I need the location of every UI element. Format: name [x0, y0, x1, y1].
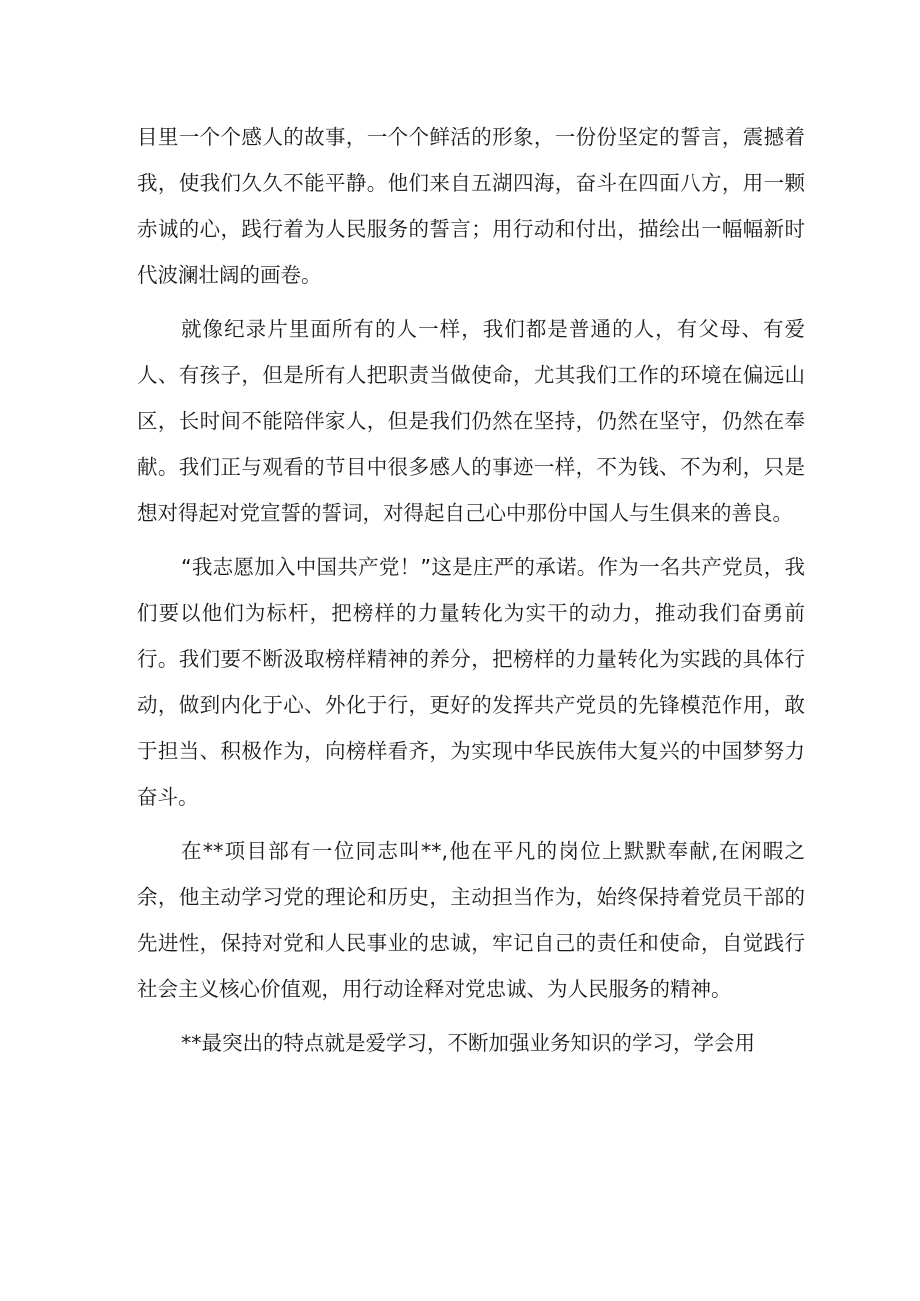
paragraph: 在**项目部有一位同志叫**,他在平凡的岗位上默默奉献,在闲暇之余，他主动学习党的理论和历史，主动担当作为，始终保持着党员干部的先进性，保持对党和人民事业的忠诚，牢记自己的责任和使命，自觉践行社会主义核心价值观，用行动诠释对党忠诚、为人民服务的精神。 [137, 839, 805, 1001]
paragraph: **最突出的特点就是爱学习，不断加强业务知识的学习，学会用 [181, 1031, 755, 1055]
paragraph-continuation: 目里一个个感人的故事，一个个鲜活的形象，一份份坚定的誓言，震撼着我，使我们久久不能平静。他们来自五湖四海，奋斗在四面八方，用一颗赤诚的心，践行着为人民服务的誓言；用行动和付出，描绘出一幅幅新时代波澜壮阔的画卷。 [137, 125, 805, 287]
paragraph: 就像纪录片里面所有的人一样，我们都是普通的人，有父母、有爱人、有孩子，但是所有人把职责当做使命，尤其我们工作的环境在偏远山区，长时间不能陪伴家人，但是我们仍然在坚持，仍然在坚守，仍然在奉献。我们正与观看的节目中很多感人的事迹一样，不为钱、不为利，只是想对得起对党宣誓的誓词，对得起自己心中那份中国人与生俱来的善良。 [137, 317, 805, 525]
paragraph: “我志愿加入中国共产党！”这是庄严的承诺。作为一名共产党员，我们要以他们为标杆，把榜样的力量转化为实干的动力，推动我们奋勇前行。我们要不断汲取榜样精神的养分，把榜样的力量转化为实践的具体行动，做到内化于心、外化于行，更好的发挥共产党员的先锋模范作用，敢于担当、积极作为，向榜样看齐，为实现中华民族伟大复兴的中国梦努力奋斗。 [137, 555, 805, 809]
document-body [137, 114, 805, 1074]
